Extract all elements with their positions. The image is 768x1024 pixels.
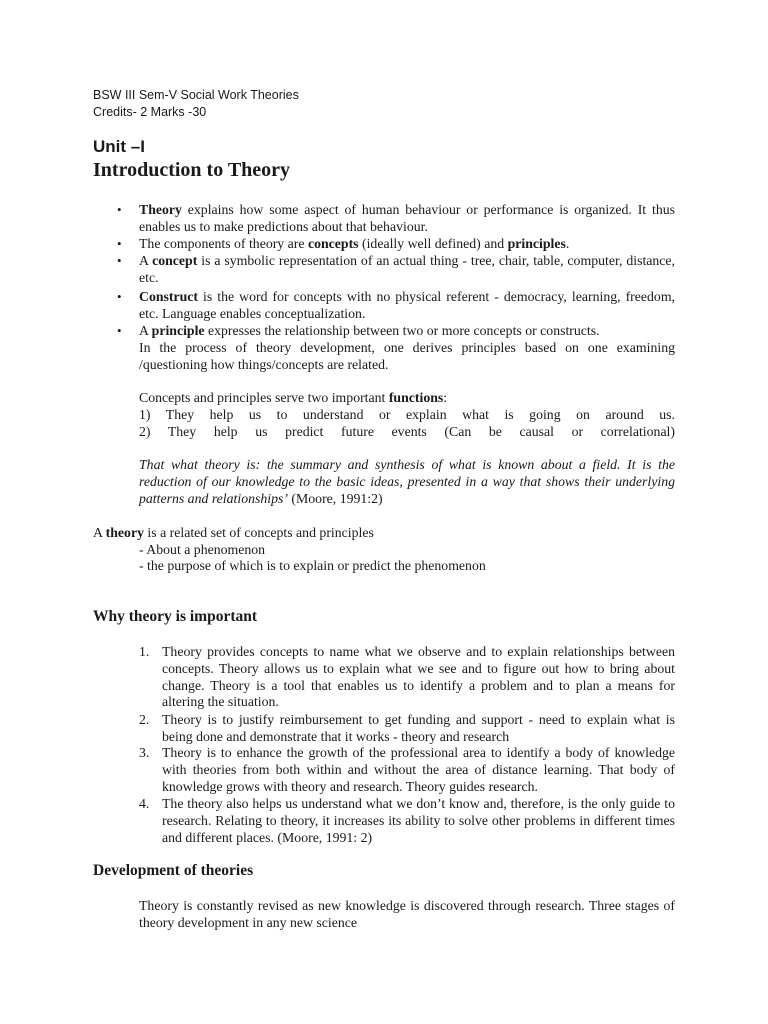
principle-explanation: In the process of theory development, one derives principles based on one examining /questioning how things/concepts are related. <box>139 340 675 372</box>
why-item-1: Theory provides concepts to name what we observe and to explain relationships between concepts. Theory allows us to explain what we see and to figure out how to bring about change. Theory is a tool that enables us to identify a problem and to plan a means for altering the situation. <box>162 644 675 710</box>
bullet-dot: • <box>117 202 122 217</box>
page-title: Introduction to Theory <box>93 159 291 181</box>
definition-sub-2: - the purpose of which is to explain or predict the phenomenon <box>139 558 486 573</box>
bullet-dot: • <box>117 323 122 338</box>
bullet-dot: • <box>117 289 122 304</box>
bullet-item-principle: A principle expresses the relationship between two or more concepts or constructs. <box>139 323 600 338</box>
why-item-3: Theory is to enhance the growth of the professional area to identify a body of knowledge with theories from both within and without the area of distance learning. That body of knowledge grows with theory and research. Theory guides research. <box>162 745 675 794</box>
bullet-item-construct: Construct is the word for concepts with no physical referent - democracy, learning, freedom, etc. Language enables conceptualization. <box>139 289 675 321</box>
definition-line: A theory is a related set of concepts and principles <box>93 525 374 540</box>
functions-intro: Concepts and principles serve two important functions: <box>139 390 448 405</box>
moore-quote: That what theory is: the summary and synthesis of what is known about a field. It is the reduction of our knowledge to the basic ideas, presented in a way that shows their underlying patterns and relationships’ (Moore, 1991:2) <box>139 457 675 506</box>
definition-sub-1: - About a phenomenon <box>139 542 266 557</box>
list-number: 3. <box>139 745 150 760</box>
credits-line: Credits- 2 Marks -30 <box>93 105 207 119</box>
bullet-item-theory: Theory explains how some aspect of human behaviour or performance is organized. It thus enables us to make predictions about that behaviour. <box>139 202 675 234</box>
list-number: 1. <box>139 644 150 659</box>
why-item-2: Theory is to justify reimbursement to get funding and support - need to explain what is being done and demonstrate that it works - theory and research <box>162 712 675 744</box>
list-number: 2. <box>139 712 150 727</box>
list-number: 4. <box>139 796 150 811</box>
bullet-item-components: The components of theory are concepts (ideally well defined) and principles. <box>139 236 570 251</box>
unit-heading: Unit –I <box>93 137 145 156</box>
course-line: BSW III Sem-V Social Work Theories <box>93 88 299 102</box>
bullet-dot: • <box>117 253 122 268</box>
function-item-2: 2) They help us predict future events (Can be causal or correlational) <box>139 424 675 439</box>
bullet-dot: • <box>117 236 122 251</box>
development-heading: Development of theories <box>93 862 254 879</box>
why-heading: Why theory is important <box>93 608 258 625</box>
why-item-4: The theory also helps us understand what we don’t know and, therefore, is the only guide to research. Relating to theory, it increases its ability to solve other problems in different times and different places. (Moore, 1991: 2) <box>162 796 675 845</box>
bullet-item-concept: A concept is a symbolic representation of an actual thing - tree, chair, table, computer, distance, etc. <box>139 253 675 285</box>
development-text: Theory is constantly revised as new knowledge is discovered through research. Three stages of theory development in any new science <box>139 898 675 930</box>
function-item-1: 1) They help us to understand or explain what is going on around us. <box>139 407 675 422</box>
